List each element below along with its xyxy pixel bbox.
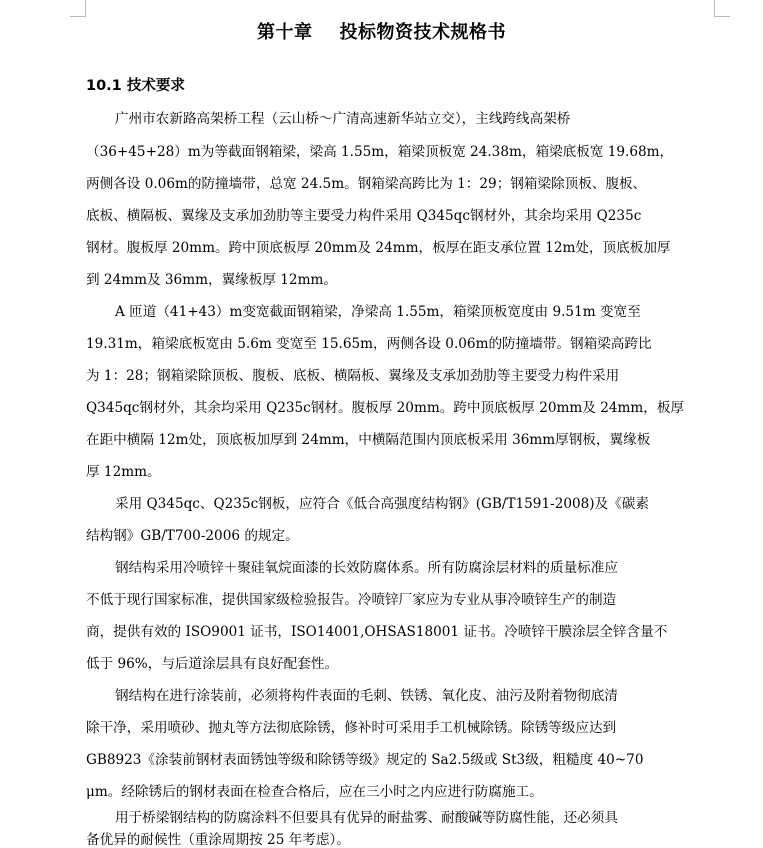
paragraph-line: 广州市农新路高架桥工程（云山桥～广清高速新华站立交），主线跨线高架桥: [115, 111, 571, 127]
paragraph-line: 在距中横隔 12m处，顶底板加厚到 24mm，中横隔范围内顶底板采用 36mm厚钢板，翼缘板: [86, 432, 651, 448]
paragraph-line: 不低于现行国家标准，提供国家级检验报告。冷喷锌厂家应为专业从事冷喷锌生产的制造: [86, 592, 617, 608]
paragraph-line: 用于桥梁钢结构的防腐涂料不但要具有优异的耐盐雾、耐酸碱等防腐性能，还必须具: [115, 810, 618, 826]
paragraph-line: 低于 96%，与后道涂层具有良好配套性。: [86, 656, 339, 672]
page-corner-mark-top-right: [714, 0, 715, 16]
paragraph-line: 结构钢》GB/T700-2006 的规定。: [86, 528, 299, 544]
paragraph-line: 除干净，采用喷砂、抛丸等方法彻底除锈，修补时可采用手工机械除锈。除锈等级应达到: [86, 720, 617, 736]
paragraph-line: （36+45+28）m为等截面钢箱梁，梁高 1.55m，箱梁顶板宽 24.38m，箱梁底板宽 19.68m，: [86, 144, 674, 160]
paragraph-line: GB8923《涂装前钢材表面锈蚀等级和除锈等级》规定的 Sa2.5级或 St3级，粗糙度 40~70: [86, 752, 644, 768]
paragraph-line: μm。经除锈后的钢材表面在检查合格后，应在三小时之内应进行防腐施工。: [86, 784, 543, 800]
paragraph-line: 到 24mm及 36mm，翼缘板厚 12mm。: [86, 272, 337, 288]
paragraph-line: 商，提供有效的 ISO9001 证书，ISO14001,OHSAS18001 证书。冷喷锌干膜涂层全锌含量不: [86, 624, 668, 640]
chapter-title: 第十章 投标物资技术规格书: [256, 22, 507, 43]
paragraph-line: Q345qc钢材外，其余均采用 Q235c钢材。腹板厚 20mm。跨中顶底板厚 20mm及 24mm，板厚: [86, 400, 685, 416]
paragraph-line: 备优异的耐候性（重涂周期按 25 年考虑）。: [86, 832, 350, 848]
section-heading: 10.1 技术要求: [86, 78, 185, 94]
paragraph-line: 为 1：28；钢箱梁除顶板、腹板、底板、横隔板、翼缘及支承加劲肋等主要受力构件采用: [86, 368, 620, 384]
paragraph-line: 19.31m，箱梁底板宽由 5.6m 变宽至 15.65m，两侧各设 0.06m的防撞墙带。钢箱梁高跨比: [86, 336, 652, 352]
paragraph-line: 底板、横隔板、翼缘及支承加劲肋等主要受力构件采用 Q345qc钢材外，其余均采用 Q235c: [86, 208, 642, 224]
paragraph-line: A 匝道（41+43）m变宽截面钢箱梁，净梁高 1.55m，箱梁顶板宽度由 9.51m 变宽至: [115, 304, 641, 320]
page-corner-mark-top-left: [70, 16, 86, 17]
paragraph-line: 钢材。腹板厚 20mm。跨中顶底板厚 20mm及 24mm，板厚在距支承位置 12m处，顶底板加厚: [86, 240, 671, 256]
page-corner-mark-top-right: [714, 16, 730, 17]
paragraph-line: 采用 Q345qc、Q235c钢板，应符合《低合高强度结构钢》(GB/T1591-2008)及《碳素: [115, 496, 649, 512]
paragraph-line: 钢结构采用冷喷锌＋聚硅氧烷面漆的长效防腐体系。所有防腐涂层材料的质量标准应: [115, 560, 618, 576]
page-corner-mark-top-left: [85, 0, 86, 16]
paragraph-line: 厚 12mm。: [86, 464, 161, 480]
paragraph-line: 两侧各设 0.06m的防撞墙带，总宽 24.5m。钢箱梁高跨比为 1：29；钢箱梁除顶板、腹板、: [86, 176, 647, 192]
paragraph-line: 钢结构在进行涂装前，必须将构件表面的毛刺、铁锈、氧化皮、油污及附着物彻底清: [115, 688, 618, 704]
